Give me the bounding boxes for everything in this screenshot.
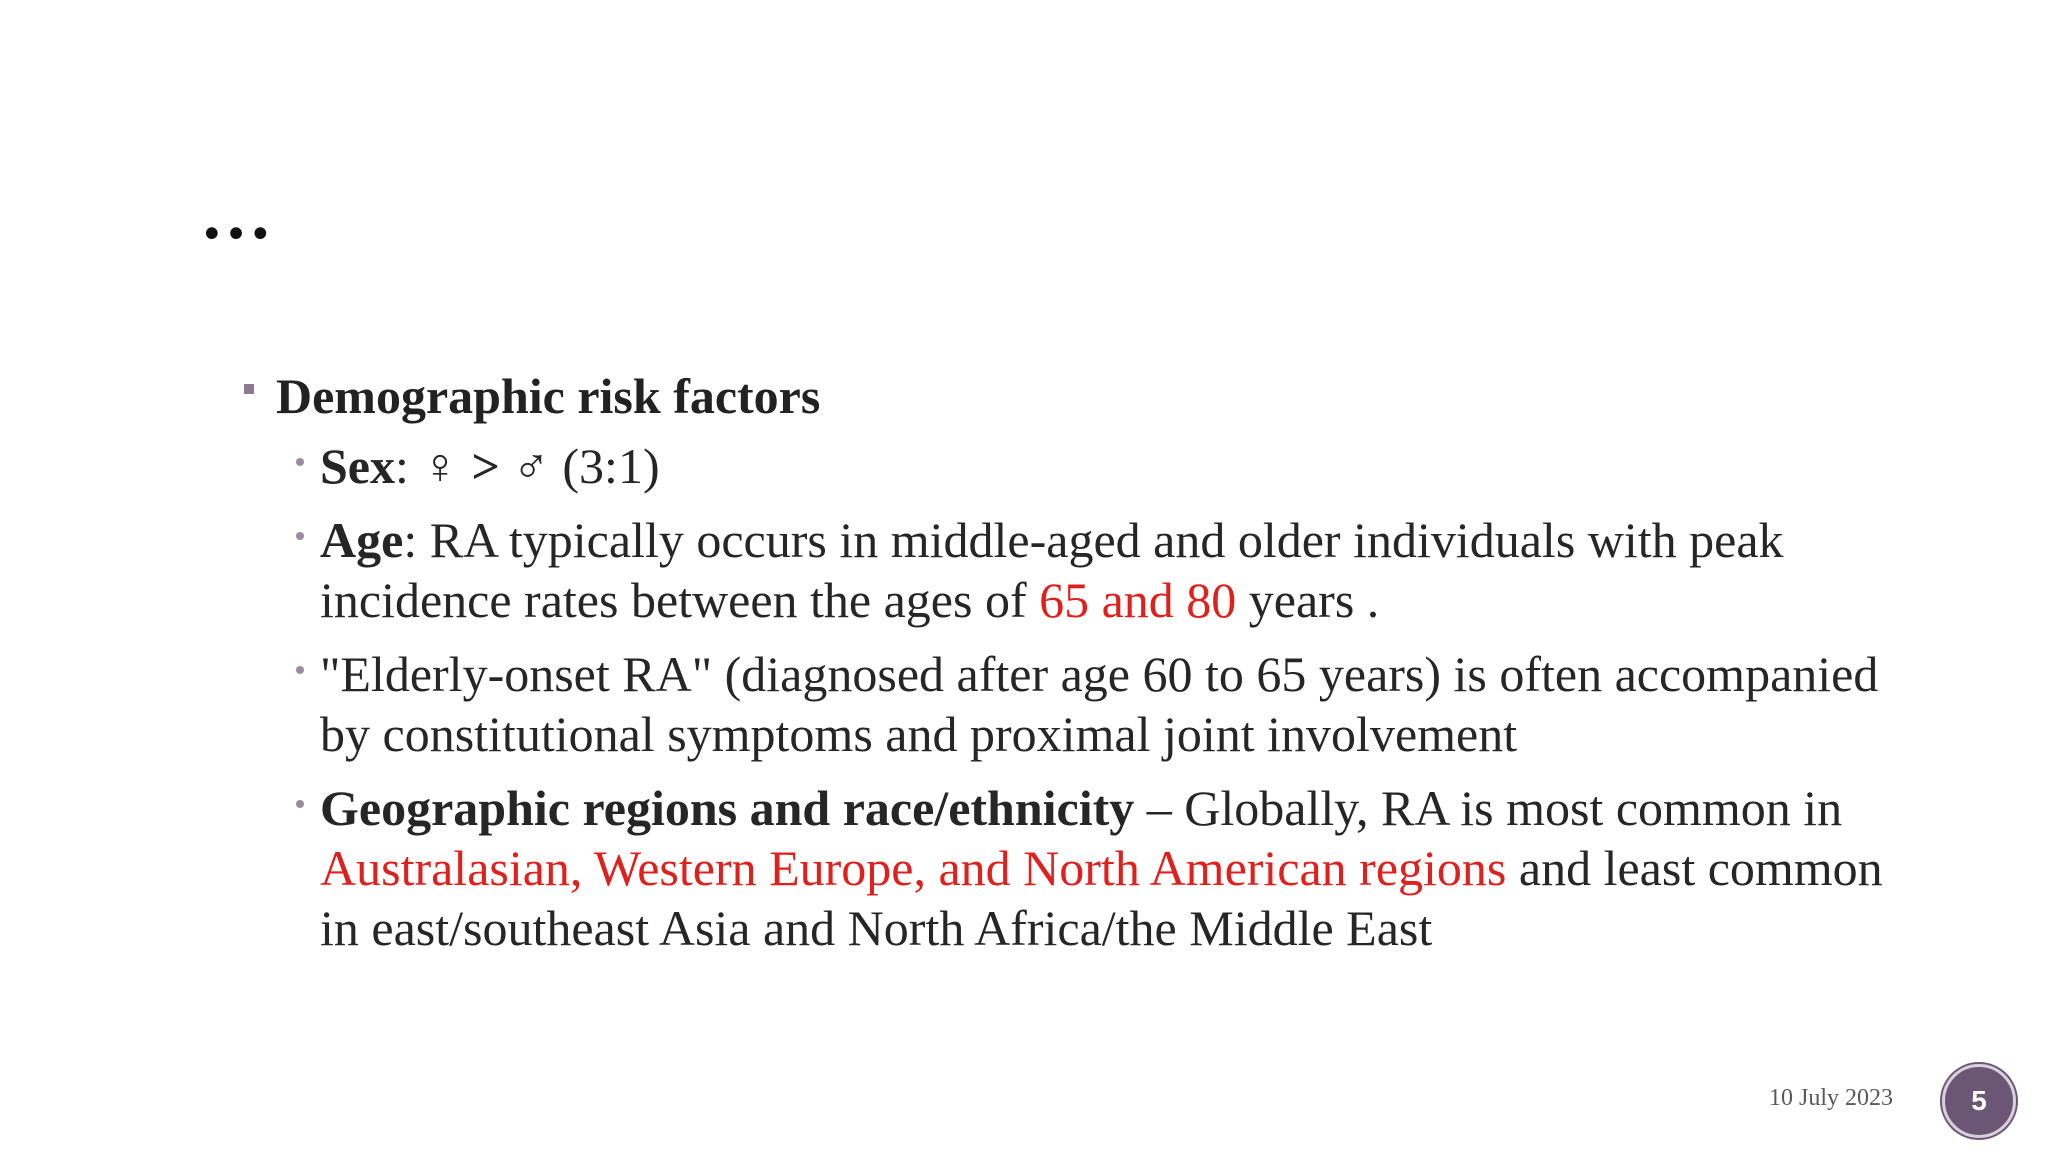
page-number: 5 xyxy=(1971,1085,1987,1116)
male-symbol-icon: ♂ xyxy=(512,438,550,494)
heading-bullet xyxy=(244,366,1884,426)
geo-label: Geographic regions and race/ethnicity xyxy=(320,780,1135,836)
dot-bullet-icon xyxy=(296,532,304,540)
list-item-sex xyxy=(244,436,1884,496)
female-symbol-icon: ♀ xyxy=(421,438,459,494)
square-bullet-icon xyxy=(244,384,254,394)
list-item-age xyxy=(244,510,1884,630)
slide-title: … xyxy=(200,174,278,254)
dot-bullet-icon xyxy=(296,666,304,674)
heading-text: Demographic risk factors xyxy=(276,368,821,424)
geo-text-end: and least common in east/southeast Asia and North Africa/the Middle East xyxy=(320,840,1883,956)
list-item-geography xyxy=(244,778,1884,958)
sex-separator: : xyxy=(395,438,422,494)
sub-bullet-list xyxy=(244,436,1884,958)
page-number-badge xyxy=(1942,1064,2016,1138)
geo-highlight: Australasian, Western Europe, and North American regions xyxy=(320,840,1507,896)
sex-ratio: (3:1) xyxy=(549,438,660,494)
footer-date: 10 July 2023 xyxy=(1768,1085,1893,1111)
dot-bullet-icon xyxy=(296,458,304,466)
list-item-elderly-onset xyxy=(244,644,1884,764)
age-highlight: 65 and 80 xyxy=(1039,572,1237,628)
age-label: Age xyxy=(320,512,404,568)
age-text: : RA typically occurs in middle-aged and older individuals with peak incidence rates between the ages of xyxy=(320,512,1784,628)
slide-content xyxy=(244,366,1884,972)
greater-than: > xyxy=(458,438,513,494)
sex-label: Sex xyxy=(320,438,395,494)
geo-text: – Globally, RA is most common in xyxy=(1134,780,1843,836)
dot-bullet-icon xyxy=(296,800,304,808)
elderly-onset-text: "Elderly-onset RA" (diagnosed after age 60 to 65 years) is often accompanied by constitutional symptoms and proximal joint involvement xyxy=(320,646,1879,762)
age-text-end: years . xyxy=(1236,572,1380,628)
